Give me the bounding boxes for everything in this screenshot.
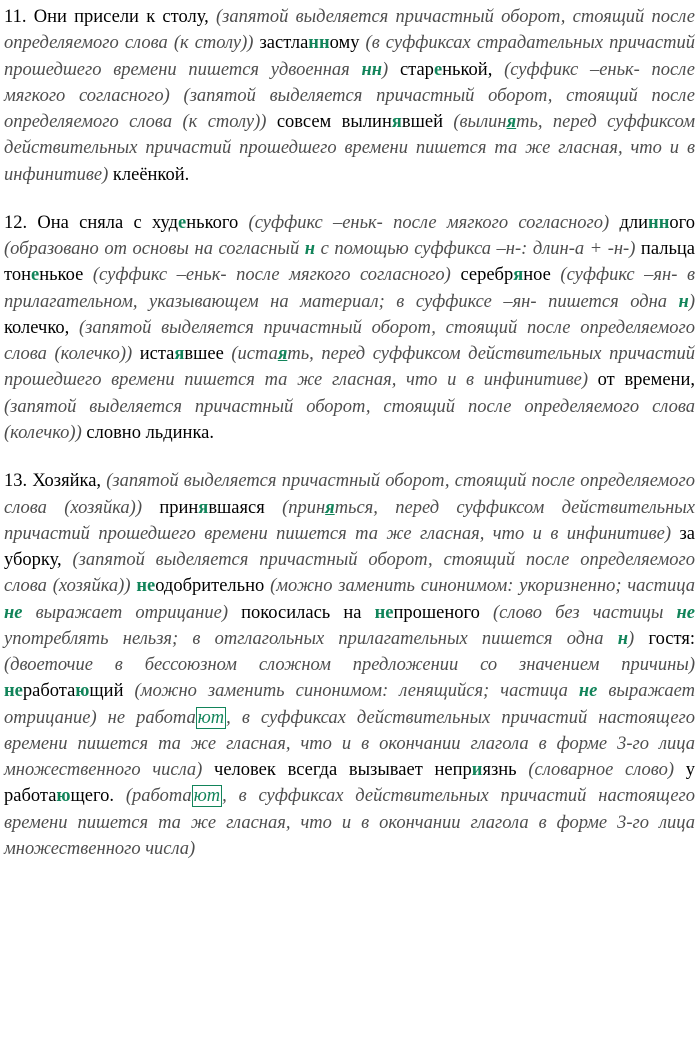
sentence-text: клеёнкой. xyxy=(108,164,190,185)
exercise-list xyxy=(2,4,697,862)
sentence-text: прошеного xyxy=(393,602,480,623)
explanation-text: (суффикс –еньк- после мягкого согласного) (запятой выделяется причастный оборот, стоящий после определяемого слова (к столу)) xyxy=(4,59,696,133)
explanation-text: выражает отрицание) не работа xyxy=(4,681,695,728)
highlighted-letters: я xyxy=(513,265,524,286)
sentence-text: иста xyxy=(132,344,175,365)
exercise-number: 11. xyxy=(4,7,27,27)
sentence-text: вшаяся xyxy=(208,497,265,518)
sentence-text: ого xyxy=(669,212,695,233)
explanation-text: , в суффиксах действительных причастий настоящего времени пишется та же гласная, что и в окончании глагола в форме 3-го лица множественного числа) xyxy=(4,786,695,859)
highlighted-letters-italic: не xyxy=(578,681,598,702)
highlighted-letters-italic: н xyxy=(617,628,629,649)
explanation-text: (запятой выделяется причастный оборот, стоящий после определяемого слова (колечко)) xyxy=(4,396,695,443)
sentence-text: пальца тон xyxy=(4,239,695,286)
explanation-text: выражает отрицание) xyxy=(22,602,228,623)
highlighted-letters: е xyxy=(178,212,187,233)
explanation-text: ть, перед суффиксом действительных причастий прошедшего времени пишется та же гласная, что и в инфинитиве) xyxy=(4,112,696,185)
explanation-text: ться, перед суффиксом действительных причастий прошедшего времени пишется та же гласная, что и в инфинитиве) xyxy=(4,497,695,544)
boxed-ending: ют xyxy=(197,707,225,728)
underlined-letter: я xyxy=(325,497,335,518)
explanation-text: (можно заменить синонимом: ленящийся; частица xyxy=(123,681,579,702)
highlighted-letters: ю xyxy=(75,681,90,702)
highlighted-letters: нн xyxy=(648,212,670,233)
explanation-text: (в суффиксах страдательных причастий прошедшего времени пишется удвоенная xyxy=(4,33,695,80)
explanation-text: (словарное слово) xyxy=(516,760,674,781)
explanation-text: (образовано от основы на согласный xyxy=(4,239,305,260)
explanation-text: (суффикс –еньк- после мягкого согласного) xyxy=(83,265,451,286)
highlighted-letters: е xyxy=(31,265,40,286)
sentence-text: язнь xyxy=(482,760,517,781)
exercise-paragraph xyxy=(2,468,697,862)
highlighted-letters: не xyxy=(136,576,156,597)
highlighted-letters: я xyxy=(198,497,209,518)
explanation-text: (двоеточие в бессоюзном сложном предложении со значением причины) xyxy=(4,655,695,676)
explanation-text: (запятой выделяется причастный оборот, стоящий после определяемого слова (к столу)) xyxy=(4,7,695,54)
highlighted-letters: е xyxy=(433,59,443,80)
highlighted-letters-italic: нн xyxy=(361,59,383,80)
sentence-text: колечко, xyxy=(4,317,70,338)
sentence-text: совсем вылин xyxy=(266,112,392,133)
explanation-text: ) xyxy=(628,628,635,649)
highlighted-letters: и xyxy=(471,760,483,781)
sentence-text: за уборку, xyxy=(4,523,695,571)
explanation-text: (суффикс –еньк- после мягкого согласного) xyxy=(238,212,610,233)
sentence-text: ому xyxy=(329,33,360,54)
sentence-text: у работа xyxy=(4,760,695,807)
explanation-text: (запятой выделяется причастный оборот, стоящий после определяемого слова (хозяйка)) xyxy=(4,471,695,518)
highlighted-letters: не xyxy=(4,681,23,702)
highlighted-letters-italic: не xyxy=(4,602,23,623)
highlighted-letters: я xyxy=(174,344,185,365)
sentence-text: ное xyxy=(523,265,551,286)
explanation-text: ) xyxy=(382,59,389,80)
highlighted-letters: не xyxy=(374,602,394,623)
explanation-text: (работа xyxy=(114,786,192,807)
boxed-ending: ют xyxy=(193,786,221,807)
sentence-text: покосилась на xyxy=(227,602,375,623)
explanation-text: (вылин xyxy=(442,112,507,133)
explanation-text: (суффикс –ян- в прилагательном, указывающем на материал; в суффиксе –ян- пишется одна xyxy=(4,265,695,312)
exercise-number: 12. xyxy=(4,212,28,233)
sentence-text: от времени, xyxy=(588,370,695,391)
sentence-text: нькое xyxy=(39,265,84,286)
explanation-text: (иста xyxy=(223,344,278,365)
highlighted-letters: я xyxy=(391,112,402,133)
explanation-text: употреблять нельзя; в отглагольных прилагательных пишется одна xyxy=(4,628,618,649)
sentence-text: словно льдинка. xyxy=(81,422,215,443)
sentence-text: застла xyxy=(253,33,309,54)
exercise-paragraph xyxy=(2,4,697,188)
explanation-text: с помощью суффикса –н-: длин-а + -н-) xyxy=(315,239,636,260)
highlighted-letters: нн xyxy=(308,33,330,54)
explanation-text: , в суффиксах действительных причастий настоящего времени пишется та же гласная, что и в окончании глагола в форме 3-го лица множественного числа) xyxy=(4,707,696,781)
sentence-text: стар xyxy=(388,59,434,80)
explanation-text: (запятой выделяется причастный оборот, стоящий после определяемого слова (хозяйка)) xyxy=(4,550,695,597)
sentence-text: нького xyxy=(186,212,239,233)
sentence-text: одобрительно xyxy=(155,576,265,597)
highlighted-letters-italic: н xyxy=(304,239,316,260)
sentence-text: Хозяйка, xyxy=(27,471,102,492)
sentence-text: Она сняла с худ xyxy=(27,212,179,233)
sentence-text: гостя: xyxy=(634,628,695,649)
exercise-paragraph xyxy=(2,210,697,446)
sentence-text: щий xyxy=(89,681,124,702)
sentence-text: серебр xyxy=(450,265,514,286)
sentence-text: прин xyxy=(142,497,199,518)
explanation-text: (запятой выделяется причастный оборот, стоящий после определяемого слова (колечко)) xyxy=(4,317,695,365)
sentence-text: щего. xyxy=(70,786,115,807)
sentence-text: работа xyxy=(22,681,76,702)
explanation-text: (можно заменить синонимом: укоризненно; частица xyxy=(264,576,695,597)
sentence-text: нькой, xyxy=(442,59,493,80)
explanation-text: (слово без частицы xyxy=(479,602,677,623)
sentence-text: вшее xyxy=(184,344,224,365)
highlighted-letters: ю xyxy=(56,786,71,807)
highlighted-letters-italic: н xyxy=(678,291,689,312)
sentence-text: вшей xyxy=(401,112,443,133)
sentence-text: дли xyxy=(609,212,649,233)
underlined-letter: я xyxy=(506,112,517,133)
sentence-text: человек всегда вызывает непр xyxy=(202,760,472,781)
highlighted-letters-italic: не xyxy=(676,602,695,623)
explanation-text: ть, перед суффиксом действительных причастий прошедшего времени пишется та же гласная, что и в инфинитиве) xyxy=(4,344,695,391)
explanation-text: (прин xyxy=(264,497,326,518)
sentence-text: Они присели к столу, xyxy=(26,7,209,27)
explanation-text: ) xyxy=(688,291,695,312)
underlined-letter: я xyxy=(277,344,288,365)
exercise-number: 13. xyxy=(4,471,28,492)
